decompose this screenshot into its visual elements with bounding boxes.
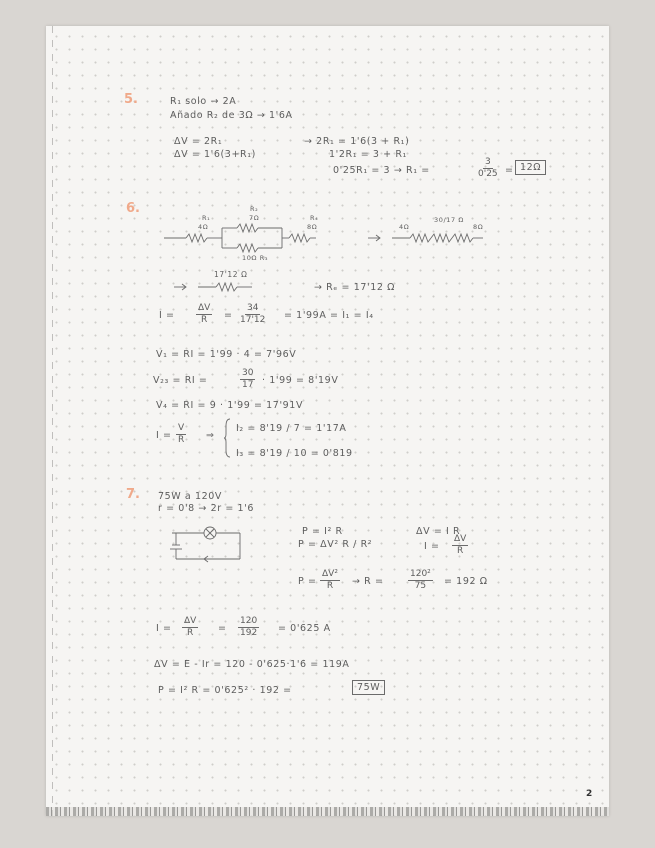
p5-right-1: → 2R₁ = 1'6(3 + R₁) <box>304 136 410 147</box>
frac-denominator: R <box>326 581 334 591</box>
c2-r-b: 30/17 Ω <box>434 216 464 224</box>
frac-denominator: 17'12 <box>240 315 266 325</box>
p7-current-rest: = 0'625 A <box>278 623 331 634</box>
frac-numerator: 120 <box>240 616 258 626</box>
p5-line-4: ΔV = 1'6(3+R₁) <box>174 149 256 160</box>
i2-line: I₂ = 8'19 / 7 = 1'17A <box>236 423 347 434</box>
c1-r4-name: R₄ <box>310 214 319 222</box>
current-frac-1 <box>196 303 212 326</box>
circuit-diagram-2 <box>368 231 498 247</box>
c1-r1-name: R₁ <box>202 214 211 222</box>
p5-fraction <box>476 157 500 180</box>
ohm-fraction <box>176 423 186 446</box>
v23-line-rest: · 1'99 = 8'19V <box>262 375 339 386</box>
i3-line: I₃ = 8'19 / 10 = 0'819 <box>236 448 353 459</box>
p7-dv-2-frac <box>452 534 468 557</box>
p5-right-2: 1'2R₁ = 3 + R₁ <box>329 149 407 160</box>
frac-denominator: 17 <box>242 380 254 390</box>
p5-right-3: 0'25R₁ = 3 → R₁ = <box>333 165 430 176</box>
frac-numerator: 34 <box>246 303 259 313</box>
implies-arrow: ⇒ <box>206 430 215 441</box>
frac-numerator: ΔV <box>198 303 211 313</box>
circuit-diagram-1 <box>164 211 314 271</box>
frac-numerator: ΔV <box>184 616 197 626</box>
frac-denominator: R <box>457 546 464 556</box>
c2-r-a: 4Ω <box>399 223 410 231</box>
p7-current-frac-2 <box>238 616 259 639</box>
p7-power-3-frac-2 <box>408 569 433 592</box>
p5-line-1: R₁ solo → 2A <box>170 96 237 107</box>
frac-denominator: R <box>178 435 185 445</box>
p7-line-1: 75W a 120V <box>158 491 222 502</box>
v23-fraction <box>240 368 255 391</box>
p5-frac-num: 3 <box>484 157 491 167</box>
v1-line: V₁ = RI = 1'99 · 4 = 7'96V <box>156 349 297 360</box>
p7-power-2: P = ΔV² R / R² <box>298 539 373 550</box>
p7-current-equals: = <box>218 623 227 634</box>
frac-denominator: 192 <box>240 628 258 638</box>
c1-r4-label: 8Ω <box>307 223 318 231</box>
ohm-lhs: I = <box>156 430 172 441</box>
current-eq-lhs: I = <box>159 310 175 321</box>
p7-dv-1: ΔV = I R <box>416 526 461 537</box>
p5-line-2: Añado R₂ de 3Ω → 1'6A <box>170 110 293 121</box>
page-number: 2 <box>586 789 593 799</box>
v23-line-lhs: V₂₃ = RI = <box>153 375 208 386</box>
problem-7-number: 7. <box>126 487 140 502</box>
lamp-circuit-diagram <box>168 521 248 563</box>
c1-r2-name: R₂ <box>250 205 259 213</box>
frac-numerator: ΔV² <box>322 569 338 579</box>
p7-line-2: r = 0'8 → 2r = 1'6 <box>158 503 255 514</box>
frac-numerator: V <box>178 423 185 433</box>
problem-5-number: 5. <box>124 92 138 107</box>
c2-r-c: 8Ω <box>473 223 484 231</box>
notebook-page <box>46 26 609 816</box>
problem-6-number: 6. <box>126 201 140 216</box>
frac-denominator: 75 <box>414 581 427 591</box>
p7-dv-2-lhs: I = <box>424 541 440 552</box>
c3-label: 17'12 Ω <box>214 270 248 279</box>
c1-r3-label: 10Ω R₃ <box>242 254 269 262</box>
current-eq-equals: = <box>224 310 233 321</box>
p7-power-1: P = I² R <box>302 526 343 537</box>
frac-denominator: R <box>201 315 208 325</box>
p7-current-frac <box>182 616 198 639</box>
p5-frac-den: 0'25 <box>478 169 498 179</box>
p7-final-power-line: P = I² R = 0'625² · 192 = <box>158 685 292 696</box>
v4-line: V₄ = RI = 9 · 1'99 = 17'91V <box>156 400 304 411</box>
frac-numerator: ΔV <box>454 534 467 544</box>
current-eq-rest: = 1'99A = I₁ = I₄ <box>284 310 374 321</box>
p5-line-3: ΔV = 2R₁ <box>174 136 223 147</box>
p7-final-answer-box: 75W <box>352 680 385 695</box>
c1-r2-label: 7Ω <box>249 214 260 222</box>
p7-power-3-rest: = 192 Ω <box>444 576 488 587</box>
circuit-diagram-3 <box>174 278 274 294</box>
p5-equals: = <box>505 165 514 176</box>
p7-power-3-lhs: P = <box>298 576 317 587</box>
frac-numerator: 120² <box>410 569 431 579</box>
equivalent-resistance: → Rₑ = 17'12 Ω <box>314 282 396 293</box>
brace <box>224 418 232 458</box>
p7-power-3-mid: → R = <box>352 576 384 587</box>
p5-answer-box: 12Ω <box>515 160 546 175</box>
frac-numerator: 30 <box>242 368 254 378</box>
p7-current-lhs: I = <box>156 623 172 634</box>
p7-voltage-line: ΔV = E - Ir = 120 - 0'625·1'6 = 119A <box>154 659 350 670</box>
p7-power-3-frac <box>320 569 340 592</box>
frac-denominator: R <box>187 628 194 638</box>
c1-r1-label: 4Ω <box>198 223 209 231</box>
current-frac-2 <box>238 303 267 326</box>
